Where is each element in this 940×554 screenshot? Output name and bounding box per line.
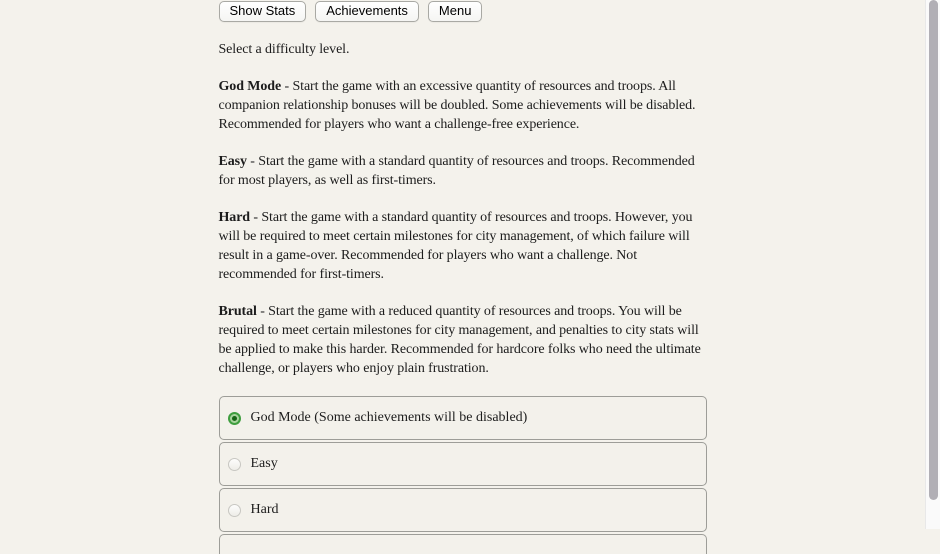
game-toolbar — [219, 1, 707, 22]
difficulty-description-brutal — [219, 302, 707, 378]
radio-hard[interactable] — [228, 504, 241, 517]
choice-row-god-mode[interactable] — [219, 396, 707, 440]
choice-label: Hard — [250, 502, 279, 517]
intro-text: Select a difficulty level. — [218, 42, 350, 57]
show-stats-button[interactable]: Show Stats — [219, 1, 307, 22]
scrollbar-track[interactable] — [925, 0, 940, 529]
difficulty-description-god-mode — [219, 77, 707, 134]
story-page — [219, 0, 707, 554]
scrollbar-thumb[interactable] — [929, 0, 938, 500]
difficulty-term: Hard — [218, 210, 250, 225]
radio-easy[interactable] — [228, 458, 241, 471]
difficulty-desc: - Start the game with a reduced quantity of resources and troops. You will be required to meet certain milestones for city management, and penalties to city stats will be applied to make this harder. Recommended for hardcore folks who need the ultimate challenge, or players who enjoy plain frustration. — [218, 304, 701, 376]
choice-label: God Mode (Some achievements will be disabled) — [250, 410, 528, 425]
difficulty-desc: - Start the game with an excessive quantity of resources and troops. All companion relationship bonuses will be doubled. Some achievements will be disabled. Recommended for players who want a challenge-free experience. — [218, 79, 696, 132]
achievements-button[interactable]: Achievements — [315, 1, 419, 22]
choice-row-easy[interactable] — [219, 442, 707, 486]
choice-label: Easy — [250, 456, 278, 471]
difficulty-description-hard — [219, 208, 707, 284]
difficulty-term: Brutal — [218, 304, 257, 319]
difficulty-desc: - Start the game with a standard quantity of resources and troops. Recommended for most players, as well as first-timers. — [218, 154, 695, 188]
choice-row-partial[interactable] — [219, 534, 707, 554]
choice-row-hard[interactable] — [219, 488, 707, 532]
difficulty-choice-list — [219, 396, 707, 554]
difficulty-term: Easy — [218, 154, 247, 169]
radio-god-mode[interactable] — [228, 412, 241, 425]
menu-button[interactable]: Menu — [428, 1, 483, 22]
difficulty-term: God Mode — [218, 79, 282, 94]
difficulty-desc: - Start the game with a standard quantity of resources and troops. However, you will be required to meet certain milestones for city management, of which failure will result in a game-over. Recommended for players who want a challenge. Not recommended for first-timers. — [218, 210, 693, 282]
difficulty-description-easy — [219, 152, 707, 190]
